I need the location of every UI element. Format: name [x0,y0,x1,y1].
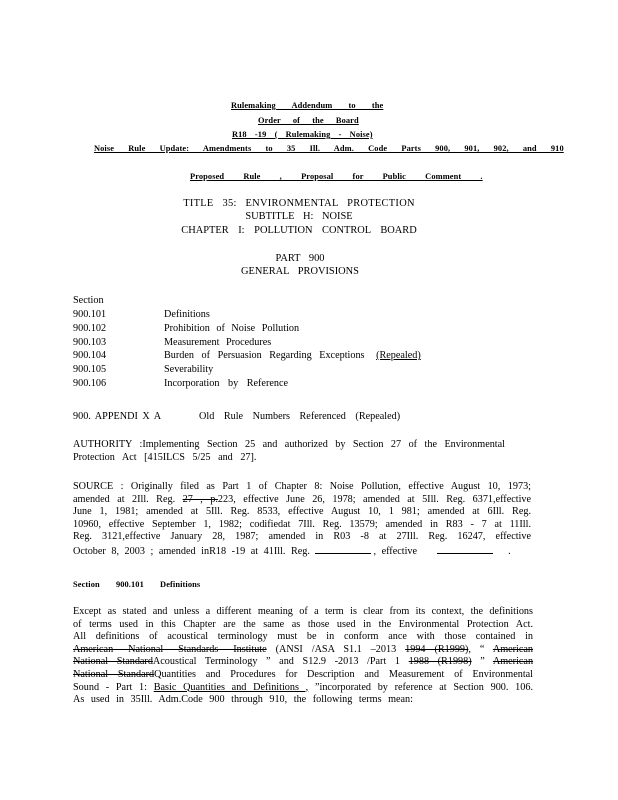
source-line: 10960, effective September 1, 1982; codifiedat 7Ill. Reg. 13579; amended in R83 - 7 at 11Ill. [73,518,531,530]
definitions-line: Except as stated and unless a different meaning of a term is clear from its context, the definitions [73,606,533,617]
header-line-4: Noise Rule Update: Amendments to 35 Ill. Adm. Code Parts 900, 901, 902, and 910 [94,144,564,153]
definitions-line [73,644,533,657]
toc-item-title: Incorporation by Reference [164,378,289,389]
section-heading: Section 900.101 Definitions [73,580,201,589]
toc-item-num: 900.105 [73,364,107,375]
source-text: amended at 2Ill. Reg. [73,493,176,505]
authority-line: AUTHORITY :Implementing Section 25 and authorized by Section 27 of the Environmental [73,439,505,450]
authority-paragraph [73,439,505,464]
source-line: June 1, 1981; amended at 5Ill. Reg. 8533, effective August 10, 1 981; amended at 6Ill. Reg. [73,506,531,518]
blank-field [315,544,371,554]
deleted-text: 1994 (R1999) [405,643,469,655]
appendix-label: 900. APPENDI X A [73,411,162,422]
inserted-text: Basic Quantities and Definitions , [153,681,309,693]
source-text: , effective [373,545,418,557]
source-text: October 8, 2003 ; amended inR18 -19 at 41Ill. Reg. [73,545,310,557]
toc-item-num: 900.102 [73,323,107,334]
title-line: TITLE 35: ENVIRONMENTAL PROTECTION [183,198,415,209]
source-text: . [508,545,511,557]
definitions-text: , “ [468,643,485,655]
definitions-line: All definitions of acoustical terminology must be in conform ance with those contained in [73,631,533,643]
deleted-text: American [492,643,534,655]
blank-field [437,544,493,554]
source-paragraph [73,481,531,559]
subtitle-line: SUBTITLE H: NOISE [245,211,353,222]
header-line-1: Rulemaking Addendum to the [231,101,384,110]
definitions-text: Acoustical Terminology ” and S12.9 -2013 /Part 1 [152,656,401,668]
definitions-line: As used in 35Ill. Adm.Code 900 through 910, the following terms mean: [73,694,413,706]
deleted-text: American [492,656,534,668]
toc-heading: Section [73,295,104,306]
source-line [73,494,531,507]
toc-item-title: Measurement Procedures [164,337,272,348]
definitions-line [73,656,533,669]
header-proposed: Proposed Rule , Proposal for Public Comment . [190,172,483,181]
definitions-line [73,669,533,682]
definitions-paragraph [73,606,533,707]
toc-item-title [164,350,433,361]
toc-item-num: 900.101 [73,309,107,320]
definitions-text: ”incorporated by reference at Section 900. 106. [314,681,533,693]
appendix-title: Old Rule Numbers Referenced (Repealed) [199,411,401,422]
definitions-text: Sound - Part 1: [73,681,147,693]
header-line-2: Order of the Board [258,116,359,125]
toc-item-num: 900.106 [73,378,107,389]
header-line-3: R18 -19 ( Rulemaking - Noise) [232,130,373,139]
authority-line: Protection Act [415ILCS 5/25 and 27]. [73,451,257,463]
source-line: SOURCE : Originally filed as Part 1 of Chapter 8: Noise Pollution, effective August 10, 1973; [73,481,531,492]
toc-item-num: 900.103 [73,337,107,348]
toc-item-title: Severability [164,364,214,375]
deleted-text: 27 , p. [182,493,218,505]
definitions-line [73,682,533,695]
source-line: Reg. 3121,effective January 28, 1987; amended in R03 -8 at 27Ill. Reg. 16247, effective [73,531,531,543]
part-line: PART 900 [275,253,325,264]
toc-item-title: Definitions [164,309,210,320]
definitions-line: of terms used in this Chapter are the same as those used in the Environmental Protection Act. [73,618,533,630]
definitions-text: Quantities and Procedures for Description and Measurement of Environmental [154,668,534,680]
toc-item-num: 900.104 [73,350,107,361]
source-text: 223, effective June 26, 1978; amended at 5Ill. Reg. 6371,effective [217,493,532,505]
deleted-text: American National Standards Institute [73,643,267,655]
deleted-text: 1988 (R1998) [408,656,472,668]
deleted-text: National Standard [73,656,153,668]
chapter-line: CHAPTER I: POLLUTION CONTROL BOARD [181,225,417,236]
source-line [73,544,531,559]
part-name-line: GENERAL PROVISIONS [241,266,359,277]
definitions-text: (ANSI /ASA S1.1 –2013 [275,643,397,655]
toc-item-title-text: Burden of Persuasion Regarding Exceptions [164,350,365,361]
repealed-tag: (Repealed) [376,350,421,361]
definitions-text: ” [480,656,485,668]
toc-item-title: Prohibition of Noise Pollution [164,323,300,334]
deleted-text: National Standard [73,668,155,680]
